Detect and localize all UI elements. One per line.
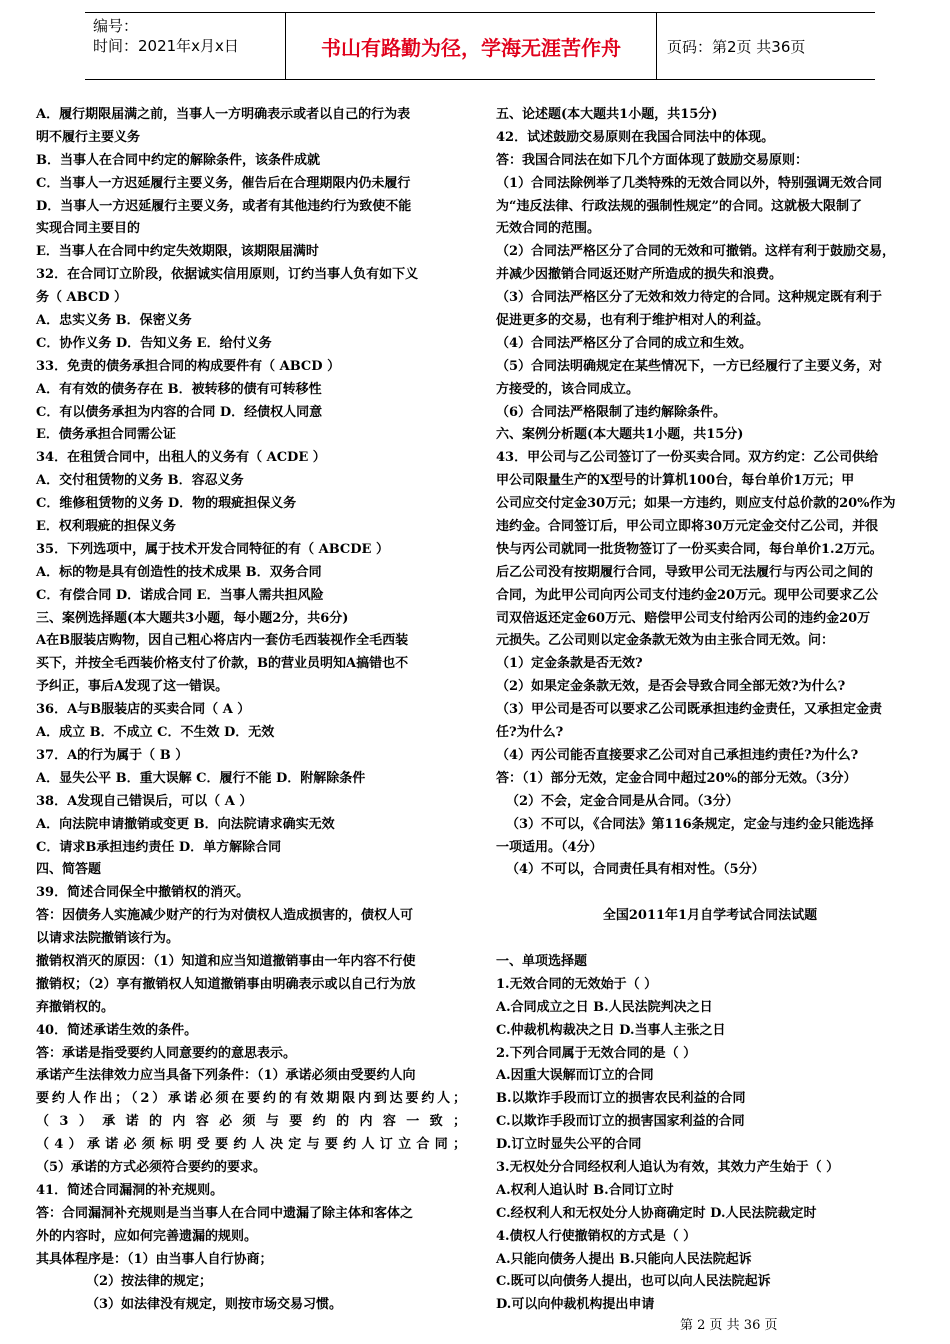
- text-line: A．交付租赁物的义务 B．容忍义务: [36, 473, 244, 489]
- text-line: （1）合同法除例举了几类特殊的无效合同以外，特别强调无效合同: [496, 175, 883, 191]
- text-line: 以请求法院撤销该行为。: [36, 931, 180, 947]
- text-line: （4）丙公司能否直接要求乙公司对自己承担违约责任?为什么?: [496, 747, 859, 763]
- text-line: [496, 882, 924, 905]
- text-line: 39．简述合同保全中撤销权的消灭。: [36, 885, 250, 901]
- text-line: 答：（1）部分无效，定金合同中超过20%的部分无效。（3分）: [496, 770, 857, 786]
- text-line: 后乙公司没有按期履行合同，导致甲公司无法履行与丙公司之间的: [496, 564, 874, 580]
- text-line: 甲公司限量生产的X型号的计算机100台，每台单价1万元；甲: [496, 473, 855, 489]
- header-motto: 书山有路勤为径，学海无涯苦作舟: [285, 13, 657, 79]
- text-line: 合同，为此甲公司向丙公司支付违约金20万元。现甲公司要求乙公: [496, 587, 879, 603]
- text-line: （3）不可以，《合同法》第116条规定，定金与违约金只能选择: [506, 816, 874, 832]
- text-line: A．有有效的债务存在 B．被转移的债有可转移性: [36, 381, 322, 397]
- text-line: 弃撤销权的。: [36, 999, 115, 1015]
- text-line: 五、论述题(本大题共1小题，共15分): [496, 107, 718, 122]
- text-line: （4）合同法严格区分了合同的成立和生效。: [496, 335, 753, 351]
- text-line: A.只能向债务人提出 B.只能向人民法院起诉: [496, 1251, 752, 1267]
- text-line: 明不履行主要义务: [36, 129, 141, 145]
- text-line: E．当事人在合同中约定失效期限，该期限届满时: [36, 244, 319, 260]
- text-line: 32．在合同订立阶段，依据诚实信用原则，订约当事人负有如下义: [36, 267, 419, 283]
- text-line: （4）承诺必须标明受要约人决定与要约人订立合同；: [36, 1137, 466, 1153]
- text-line: 并减少因撤销合同返还财产所造成的损失和浪费。: [496, 267, 783, 283]
- text-line: A．显失公平 B．重大误解 C．履行不能 D．附解除条件: [36, 770, 366, 786]
- text-line: 撤销权；（2）享有撤销权人知道撤销事由明确表示或以自己行为放: [36, 976, 416, 992]
- text-line: 促进更多的交易，也有利于维护相对人的利益。: [496, 313, 770, 329]
- text-line: 3.无权处分合同经权利人追认为有效，其效力产生始于（ ）: [496, 1159, 840, 1175]
- text-line: 其具体程序是：（1）由当事人自行协商；: [36, 1251, 273, 1267]
- text-line: 答：我国合同法在如下几个方面体现了鼓励交易原则：: [496, 152, 809, 168]
- text-line: 外的内容时，应如何完善遗漏的规则。: [36, 1228, 258, 1244]
- header-meta: [85, 13, 285, 79]
- text-line: 六、案例分析题(本大题共1小题，共15分): [496, 427, 744, 443]
- header-number-label: 编号：: [93, 17, 139, 35]
- text-line: 元损失。乙公司则以定金条款无效为由主张合同无效。问：: [496, 633, 835, 649]
- text-line: B.以欺诈手段而订立的损害农民利益的合同: [496, 1091, 746, 1107]
- text-line: D.可以向仲裁机构提出申请: [496, 1297, 655, 1313]
- text-line: （3）如法律没有规定，则按市场交易习惯。: [86, 1297, 343, 1313]
- text-line: D.订立时显失公平的合同: [496, 1137, 642, 1153]
- text-line: 买下，并按全毛西装价格支付了价款，B的营业员明知A搞错也不: [36, 656, 409, 672]
- text-line: C.以欺诈手段而订立的损害国家利益的合同: [496, 1114, 745, 1130]
- text-line: 务（ ABCD ）: [36, 290, 127, 306]
- text-line: 38．A发现自己错误后，可以（ A ）: [36, 793, 253, 809]
- text-line: （5）合同法明确规定在某些情况下，一方已经履行了主要义务，对: [496, 358, 883, 374]
- text-line: 4.债权人行使撤销权的方式是（ ）: [496, 1228, 697, 1244]
- right-column: [496, 104, 924, 1317]
- text-line: （3）甲公司是否可以要求乙公司既承担违约金责任，又承担定金责: [496, 702, 883, 718]
- text-line: E．权利瑕疵的担保义务: [36, 519, 176, 535]
- text-line: 答：承诺是指受要约人同意要约的意思表示。: [36, 1045, 297, 1061]
- text-line: 无效合同的范围。: [496, 221, 601, 237]
- text-line: （3）合同法严格区分了无效和效力待定的合同。这种规定既有利于: [496, 290, 883, 306]
- text-line: 实现合同主要目的: [36, 221, 141, 237]
- text-line: （6）合同法严格限制了违约解除条件。: [496, 404, 727, 420]
- text-line: C．当事人一方迟延履行主要义务，催告后在合理期限内仍未履行: [36, 175, 411, 191]
- text-line: 36．A与B服装店的买卖合同（ A ）: [36, 702, 251, 718]
- text-line: 42．试述鼓励交易原则在我国合同法中的体现。: [496, 129, 775, 145]
- text-line: A.因重大误解而订立的合同: [496, 1068, 654, 1084]
- text-line: （3）承诺的内容必须与要约的内容一致；: [36, 1114, 466, 1130]
- text-line: 43．甲公司与乙公司签订了一份买卖合同。双方约定：乙公司供给: [496, 450, 879, 466]
- text-line: 37．A的行为属于（ B ）: [36, 747, 189, 763]
- text-line: （1）定金条款是否无效?: [496, 656, 643, 672]
- text-line: 为“违反法律、行政法规的强制性规定”的合同。这就极大限制了: [496, 198, 862, 214]
- text-line: （2）不会，定金合同是从合同。（3分）: [506, 793, 739, 809]
- text-line: 四、简答题: [36, 862, 102, 878]
- header-time-label: 时间：2021年x月x日: [93, 37, 239, 55]
- text-line: 2.下列合同属于无效合同的是（ ）: [496, 1045, 697, 1061]
- text-line: A．成立 B．不成立 C．不生效 D．无效: [36, 725, 275, 741]
- text-line: B．当事人在合同中约定的解除条件，该条件成就: [36, 152, 320, 168]
- text-line: 一、单项选择题: [496, 953, 588, 969]
- text-line: C.仲裁机构裁决之日 D.当事人主张之日: [496, 1022, 726, 1038]
- text-line: C．有偿合同 D．诺成合同 E．当事人需共担风险: [36, 587, 324, 603]
- text-line: C．有以债务承担为内容的合同 D．经债权人同意: [36, 404, 323, 420]
- text-line: （4）不可以，合同责任具有相对性。（5分）: [506, 862, 765, 878]
- text-line: 33．免责的债务承担合同的构成要件有（ ABCD ）: [36, 358, 341, 374]
- text-line: C.经权利人和无权处分人协商确定时 D.人民法院裁定时: [496, 1205, 817, 1221]
- text-line: C．协作义务 D．告知义务 E．给付义务: [36, 335, 272, 351]
- text-line: A．向法院申请撤销或变更 B．向法院请求确实无效: [36, 816, 335, 832]
- page-footer: 第 2 页 共 36 页: [680, 1318, 778, 1333]
- page-header: [85, 12, 875, 80]
- text-line: 41．简述合同漏洞的补充规则。: [36, 1182, 224, 1198]
- text-line: A．忠实义务 B．保密义务: [36, 313, 192, 329]
- text-line: 方接受的，该合同成立。: [496, 381, 640, 397]
- header-page-info: 页码：第2页 共36页: [667, 37, 806, 56]
- text-line: （2）如果定金条款无效，是否会导致合同全部无效?为什么?: [496, 679, 846, 695]
- text-line: 违约金。合同签订后，甲公司立即将30万元定金交付乙公司，并很: [496, 519, 879, 535]
- text-line: A．标的物是具有创造性的技术成果 B．双务合同: [36, 564, 322, 580]
- text-line: 三、案例选择题(本大题共3小题，每小题2分，共6分): [36, 610, 349, 626]
- text-line: [496, 928, 924, 951]
- text-line: 一项适用。（4分）: [496, 839, 603, 855]
- text-line: 撤销权消灭的原因：（1）知道和应当知道撤销事由一年内容不行使: [36, 953, 416, 969]
- text-line: 快与丙公司就同一批货物签订了一份买卖合同，每台单价1.2万元。: [496, 541, 883, 557]
- text-line: A.权利人追认时 B.合同订立时: [496, 1182, 674, 1198]
- text-line: 答：因债务人实施减少财产的行为对债权人造成损害的，债权人可: [36, 908, 414, 924]
- text-line: 35．下列选项中，属于技术开发合同特征的有（ ABCDE ）: [36, 541, 389, 557]
- text-line: （5）承诺的方式必须符合要约的要求。: [36, 1159, 267, 1175]
- text-line: 公司应交付定金30万元；如果一方违约，则应支付总价款的20%作为: [496, 496, 896, 512]
- text-line: C．维修租赁物的义务 D．物的瑕疵担保义务: [36, 496, 297, 512]
- text-line: A.合同成立之日 B.人民法院判决之日: [496, 999, 713, 1015]
- text-line: 任?为什么?: [496, 725, 564, 741]
- text-line: C．请求B承担违约责任 D．单方解除合同: [36, 839, 282, 855]
- text-line: （2）按法律的规定；: [86, 1274, 213, 1290]
- text-line: 承诺产生法律效力应当具备下列条件：（1）承诺必须由受要约人向: [36, 1068, 416, 1084]
- text-line: 答：合同漏洞补充规则是当当事人在合同中遗漏了除主体和客体之: [36, 1205, 414, 1221]
- text-line: 予纠正，事后A发现了这一错误。: [36, 679, 229, 695]
- left-column: [36, 104, 466, 1317]
- text-line: A．履行期限届满之前，当事人一方明确表示或者以自己的行为表: [36, 107, 411, 122]
- text-line: 全国2011年1月自学考试合同法试题: [602, 908, 818, 924]
- text-line: 1.无效合同的无效始于（ ）: [496, 976, 658, 992]
- text-line: 要约人作出；（2）承诺必须在要约的有效期限内到达要约人；: [36, 1091, 466, 1107]
- text-line: D．当事人一方迟延履行主要义务，或者有其他违约行为致使不能: [36, 198, 412, 214]
- text-line: A在B服装店购物，因自己粗心将店内一套仿毛西装视作全毛西装: [36, 633, 409, 649]
- text-line: 34．在租赁合同中，出租人的义务有（ ACDE ）: [36, 450, 326, 466]
- text-line: C.既可以向债务人提出，也可以向人民法院起诉: [496, 1274, 771, 1290]
- text-line: 司双倍返还定金60万元、赔偿甲公司支付给丙公司的违约金20万: [496, 610, 871, 626]
- text-line: （2）合同法严格区分了合同的无效和可撤销。这样有利于鼓励交易，: [496, 244, 896, 260]
- text-line: E．债务承担合同需公证: [36, 427, 176, 443]
- text-line: 40．简述承诺生效的条件。: [36, 1022, 198, 1038]
